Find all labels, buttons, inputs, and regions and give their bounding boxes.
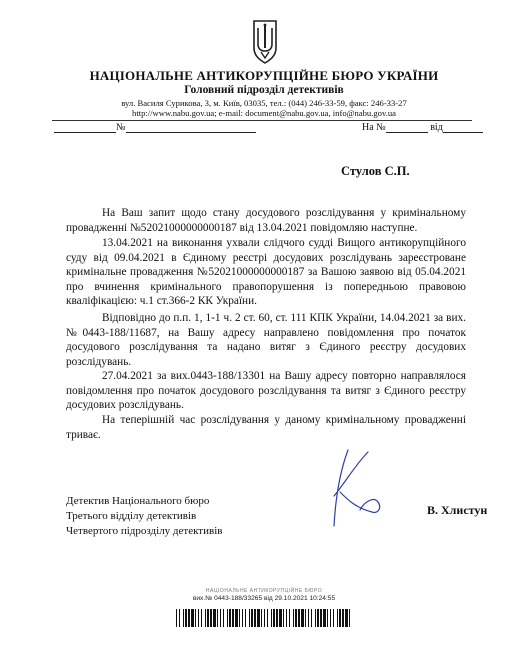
organization-title: НАЦІОНАЛЬНЕ АНТИКОРУПЦІЙНЕ БЮРО УКРАЇНИ	[89, 68, 439, 83]
handwritten-signature	[326, 446, 386, 532]
stamp-organization: НАЦІОНАЛЬНЕ АНТИКОРУПЦІЙНЕ БЮРО	[205, 588, 323, 594]
paragraph: 13.04.2021 на виконання ухвали слідчого судді Вищого антикорупційного суду від 09.04.2021 в Єдиному реєстрі досудових розслідувань зареєстроване кримінальне провадження №52021000000000187 за Вашою заявою від 05.04.2021 про вчинення кримінального правопорушення із попередньою правовою кваліфікацією: ч.1 ст.366-2 КК України.	[66, 237, 466, 308]
header-divider	[52, 120, 472, 121]
signatory-name: В. Хлистун	[427, 503, 488, 517]
reference-row	[54, 122, 256, 133]
barcode	[176, 609, 352, 627]
paragraph: На Ваш запит щодо стану досудового розслідування у кримінальному провадженні №52021000000000187 від 13.04.2021 повідомляю наступне.	[66, 207, 466, 234]
contact-line: http://www.nabu.gov.ua; e-mail: document@nabu.gov.ua, info@nabu.gov.ua	[132, 108, 396, 118]
incoming-date-label: від	[430, 122, 443, 133]
registration-stamp	[0, 588, 528, 602]
signatory-title: Детектив Національного бюро Третього відділу детективів Четвертого підрозділу детективів	[66, 495, 223, 537]
paragraph: Відповідно до п.п. 1, 1-1 ч. 2 ст. 60, ст. 111 КПК України, 14.04.2021 за вих.№0443-188/11687, на Вашу адресу направлено повідомлення про початок досудового розслідування та надано витяг з Єдиного реєстру досудових розслідувань.	[66, 312, 466, 368]
outgoing-number-label: №	[116, 122, 126, 133]
paragraph: 27.04.2021 за вих.0443-188/13301 на Вашу адресу повторно направлялося повідомлення про початок досудового розслідування та витяг з Єдиного реєстру досудових розслідувань.	[66, 370, 466, 412]
address-line: вул. Василя Сурикова, 3, м. Київ, 03035, тел.: (044) 246-33-59, факс: 246-33-27	[121, 98, 407, 108]
incoming-reference	[362, 122, 483, 133]
outgoing-registration-number: вих.№ 0443-188/33265 від 29.10.2021 10:24:55	[192, 595, 336, 602]
incoming-number-label: На №	[362, 122, 386, 133]
trident-emblem-icon	[251, 18, 279, 64]
recipient-name: Стулов С.П.	[341, 164, 410, 178]
department-title: Головний підрозділ детективів	[184, 84, 344, 96]
paragraph: На теперішній час розслідування у даному кримінальному провадженні триває.	[66, 414, 466, 441]
